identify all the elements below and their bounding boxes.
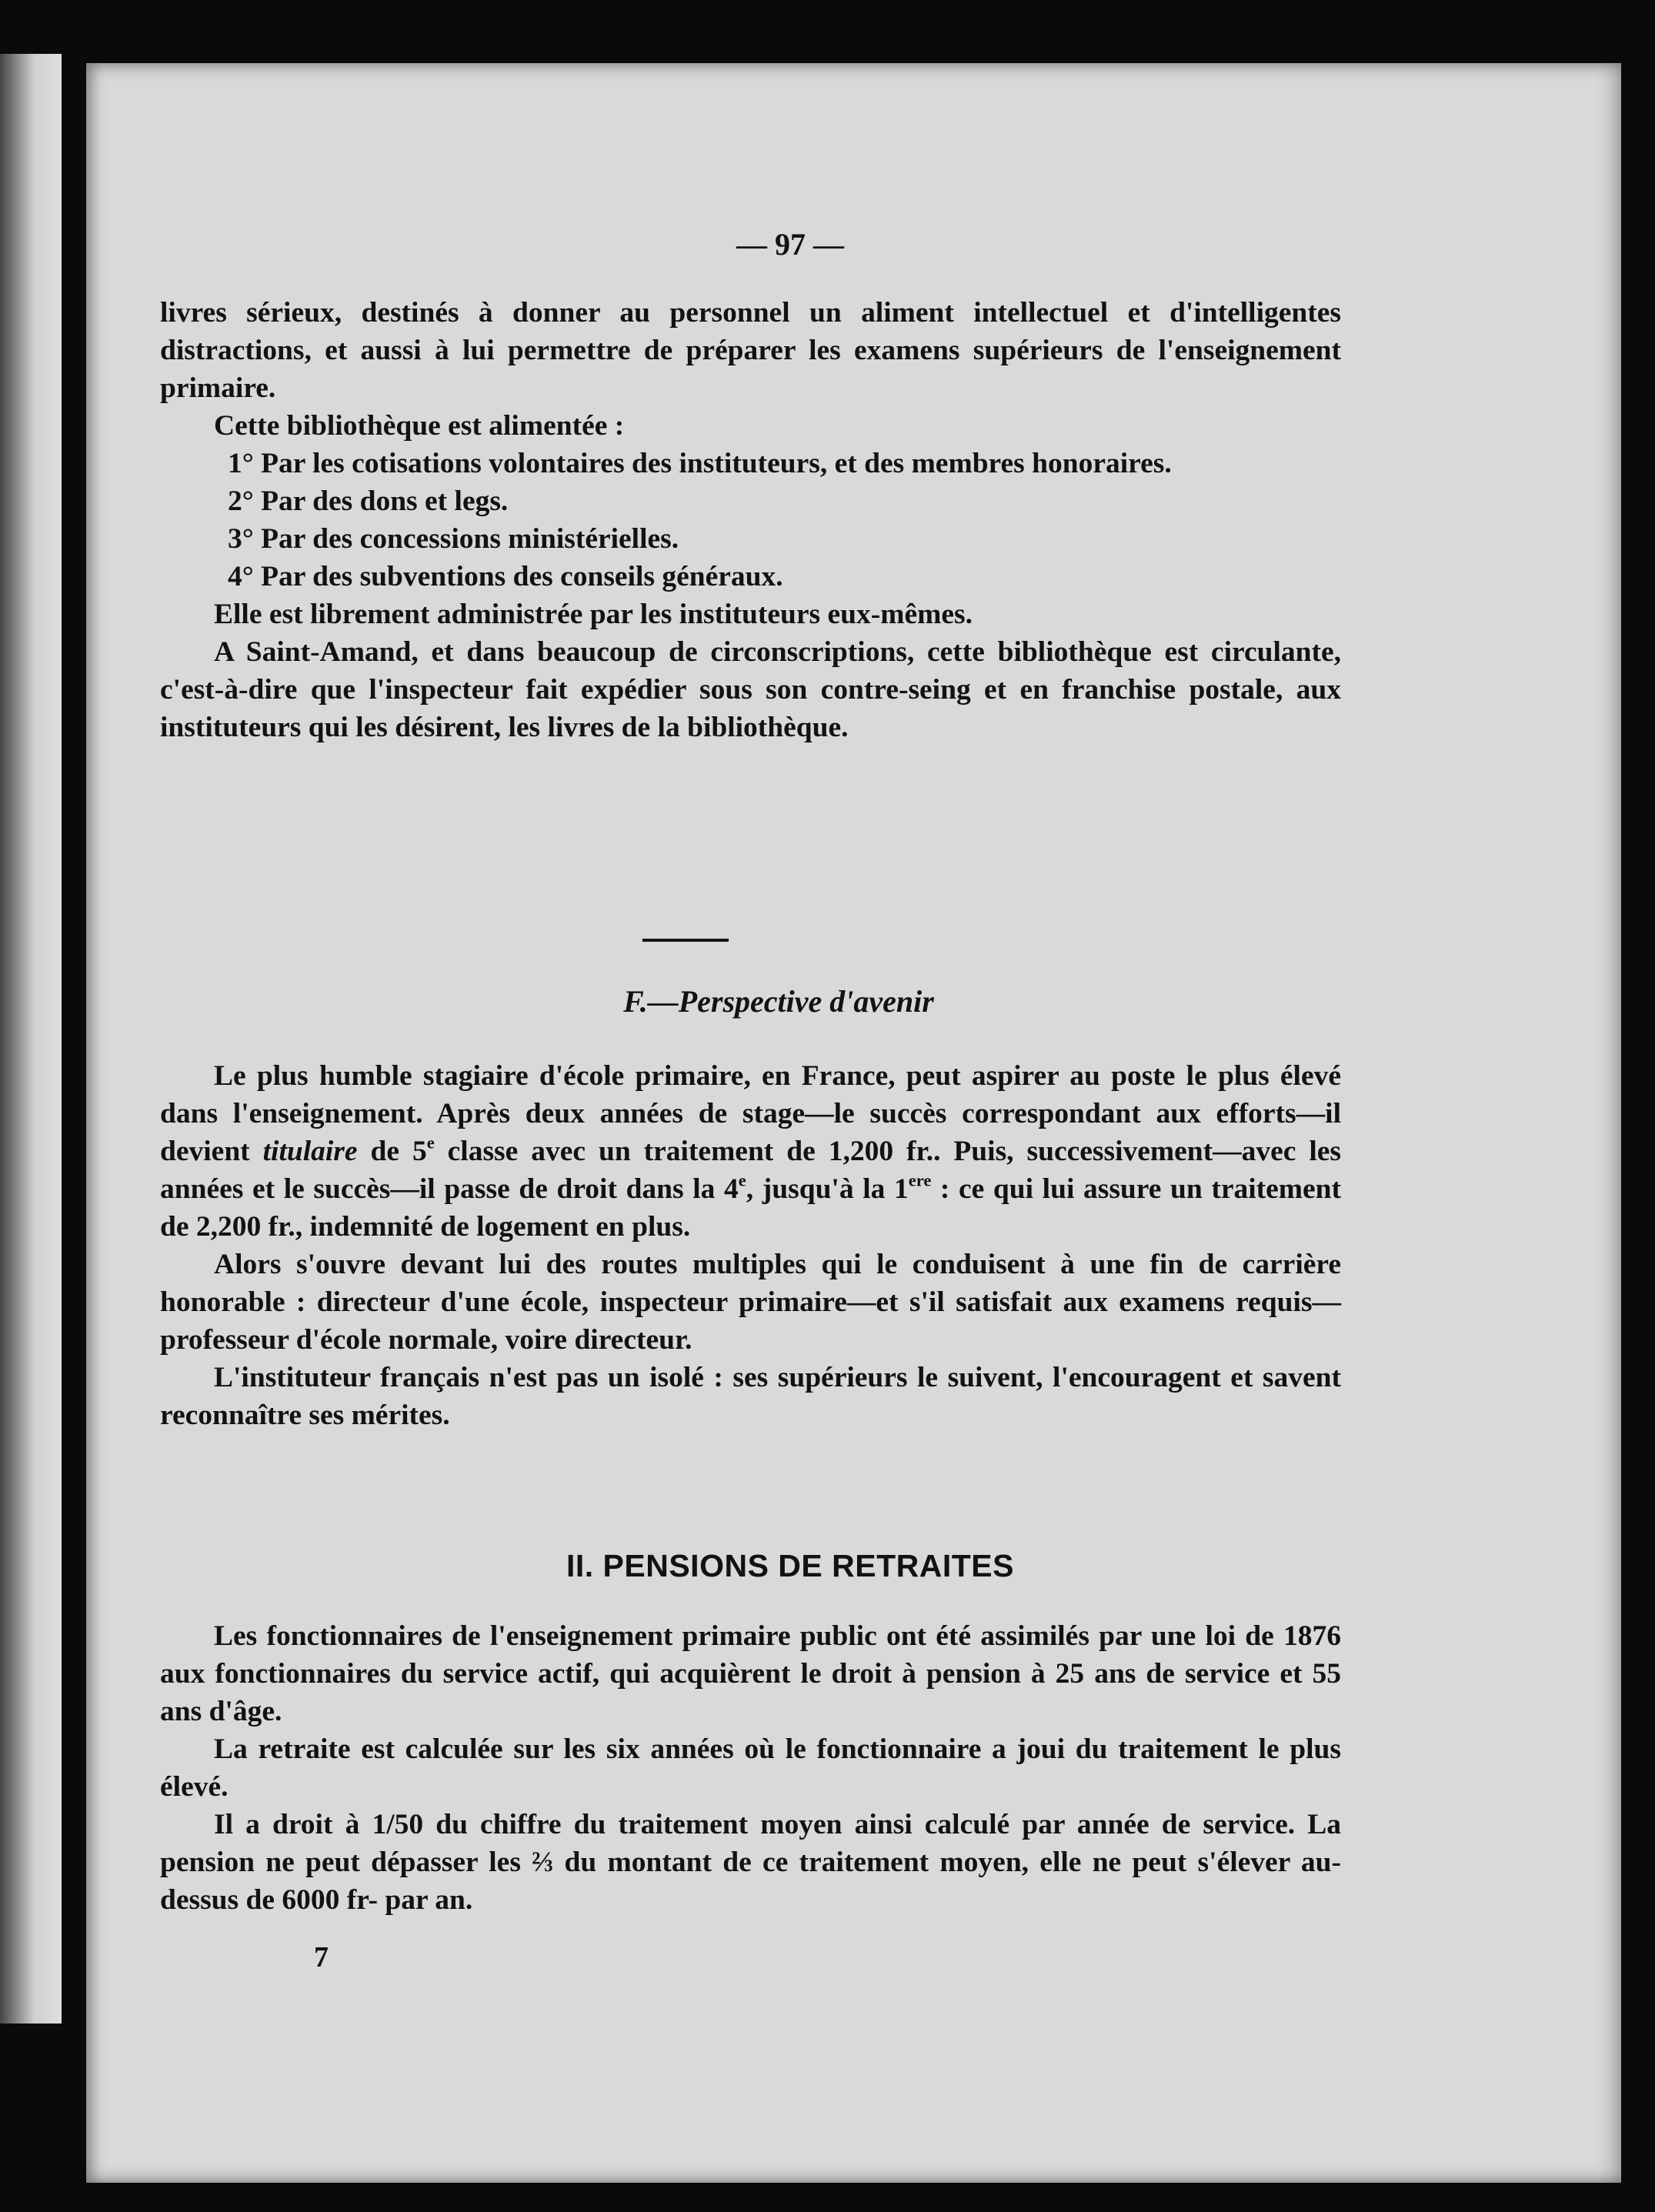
library-item-3: 3° Par des concessions ministérielles.: [228, 523, 679, 555]
text-run: Il a droit à 1/50 du chiffre du traitement moyen ainsi calculé par année de service. La pension ne peut dépasser les: [160, 1809, 1341, 1878]
text-run: Le plus humble stagiaire d'école primaire, en France, peut aspirer au poste le plus élevé dans l'enseignement. Après deux années de stage—le succès correspondant aux efforts—il devient: [160, 1060, 1341, 1167]
library-item-1: 1° Par les cotisations volontaires des instituteurs, et des membres honoraires.: [228, 448, 1172, 479]
page-number: — 97 —: [736, 227, 844, 262]
section-f-paragraph-1: [160, 1057, 1341, 1246]
section-ii-paragraph-1: Les fonctionnaires de l'enseignement primaire public ont été assimilés par une loi de 1876 aux fonctionnaires du service actif, qui acquièrent le droit à pension à 25 ans de service et 55 ans d'âge.: [160, 1620, 1341, 1727]
superscript: e: [426, 1133, 435, 1153]
section-ii-paragraph-3: [160, 1806, 1341, 1919]
section-f-paragraph-2: Alors s'ouvre devant lui des routes multiples qui le conduisent à une fin de carrière honorable : directeur d'une école, inspecteur primaire—et s'il satisfait aux examens requis—professeur d'école normale, voire directeur.: [160, 1249, 1341, 1356]
text-run: : ce qui lui assure un traitement de 2,200 fr., indemnité de logement en plus.: [160, 1173, 1341, 1243]
italic-word: titulaire: [262, 1136, 358, 1167]
library-admin: Elle est librement administrée par les instituteurs eux-mêmes.: [214, 599, 973, 630]
section-ii-paragraph-2: La retraite est calculée sur les six années où le fonctionnaire a joui du traitement le plus élevé.: [160, 1733, 1341, 1803]
section-f-heading: F.—Perspective d'avenir: [623, 984, 934, 1019]
superscript: e: [738, 1170, 746, 1190]
section-ii-body: [160, 1617, 1341, 1919]
text-run: de 5: [357, 1136, 427, 1167]
fraction: ⅔: [532, 1847, 554, 1878]
library-item-4: 4° Par des subventions des conseils généraux.: [228, 561, 783, 592]
text-run: du montant de ce traitement moyen, elle ne peut s'élever au-dessus de 6000 fr- par an.: [160, 1847, 1341, 1916]
library-circulation: A Saint-Amand, et dans beaucoup de circonscriptions, cette bibliothèque est circulante, c'est-à-dire que l'inspecteur fait expédier sous son contre-seing et en franchise postale, aux instituteurs qui les désirent, les livres de la bibliothèque.: [160, 636, 1341, 743]
section-f-body: [160, 1057, 1341, 1434]
text-run: , jusqu'à la 1: [746, 1173, 909, 1205]
document-page: [86, 63, 1621, 2183]
adjacent-page-edge: [0, 54, 62, 2023]
library-lead: Cette bibliothèque est alimentée :: [214, 410, 625, 442]
section-f-paragraph-3: L'instituteur français n'est pas un isolé : ses supérieurs le suivent, l'encouragent et savent reconnaître ses mérites.: [160, 1362, 1341, 1431]
section-ii-heading: II. PENSIONS DE RETRAITES: [566, 1548, 1015, 1583]
superscript: ere: [908, 1170, 932, 1190]
library-section: [160, 294, 1341, 746]
signature-number: 7: [314, 1941, 329, 1973]
section-divider: [642, 939, 729, 942]
intro-paragraph: livres sérieux, destinés à donner au personnel un aliment intellectuel et d'intelligentes distractions, et aussi à lui permettre de préparer les examens supérieurs de l'enseignement primaire.: [160, 297, 1341, 404]
text-run: classe avec un traitement de 1,200 fr.. Puis, successivement—avec les années et le succès—il passe de droit dans la 4: [160, 1136, 1341, 1205]
library-item-2: 2° Par des dons et legs.: [228, 485, 509, 517]
